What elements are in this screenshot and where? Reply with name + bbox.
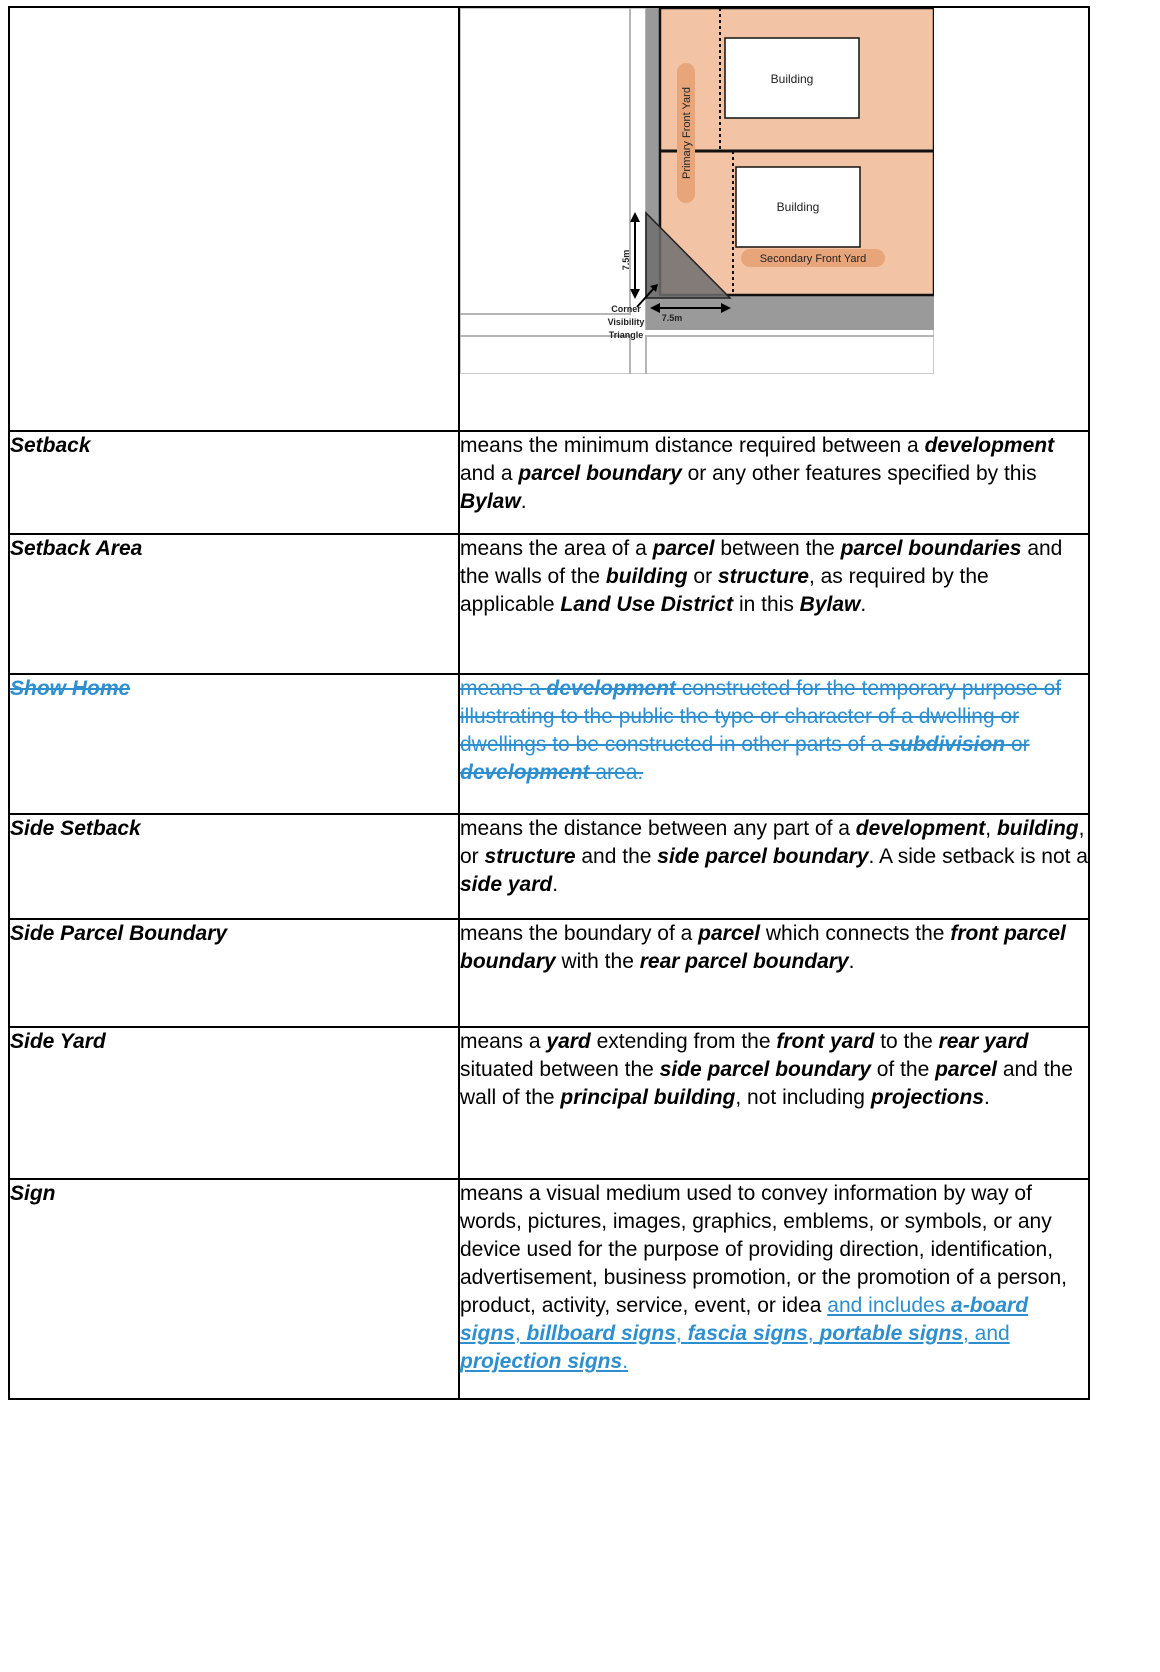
definition-row — [9, 919, 1089, 1027]
defined-term-ref: parcel boundary — [518, 462, 682, 485]
building-1-label: Building — [770, 72, 814, 86]
definitions-table — [8, 6, 1090, 1400]
definition-text: and includes — [827, 1294, 952, 1317]
defined-term-ref: side yard — [460, 873, 553, 896]
defined-term-ref: development — [460, 761, 590, 784]
definition-text: situated between the — [460, 1058, 660, 1081]
defined-term-ref: building — [605, 565, 688, 588]
definition-text: and the walls of the — [460, 537, 1063, 588]
defined-term-ref: principal building — [560, 1086, 736, 1109]
definition-text: or any other features specified by this — [681, 462, 1037, 485]
empty-term-cell — [9, 7, 459, 431]
definition-text: to the — [874, 1030, 939, 1053]
defined-term-ref: rear parcel boundary — [639, 950, 849, 973]
triangle-label-triangle: Triangle — [608, 330, 644, 340]
term-cell: Setback — [9, 431, 459, 534]
term-cell: Sign — [9, 1179, 459, 1399]
term-cell: Side Yard — [9, 1027, 459, 1179]
defined-term-ref: parcel — [935, 1058, 997, 1081]
primary-front-yard-label: Primary Front Yard — [681, 87, 693, 179]
definition-text: in this — [733, 593, 800, 616]
definition-text: . — [520, 490, 527, 513]
defined-term-ref: building — [996, 817, 1079, 840]
definition-row — [9, 431, 1089, 534]
defined-term-ref: rear yard — [938, 1030, 1029, 1053]
definition-text: means a — [460, 1030, 547, 1053]
defined-term-ref: portable signs — [819, 1322, 963, 1345]
term-cell: Setback Area — [9, 534, 459, 674]
definition-cell — [459, 1027, 1089, 1179]
definition-text: , or — [460, 817, 1085, 868]
dim-vertical-label: 7.5m — [621, 249, 631, 271]
definition-cell — [459, 534, 1089, 674]
defined-term-ref: billboard signs — [526, 1322, 676, 1345]
defined-term-ref: development — [924, 434, 1055, 457]
defined-term-ref: projections — [870, 1086, 985, 1109]
definition-text: , — [807, 1322, 820, 1345]
defined-term-ref: structure — [717, 565, 809, 588]
definition-row — [9, 1027, 1089, 1179]
definition-row — [9, 674, 1089, 814]
definition-text: or — [687, 565, 718, 588]
definition-text: . — [848, 950, 855, 973]
definition-text: . — [984, 1086, 990, 1109]
defined-term-ref: front parcel boundary — [460, 922, 1066, 973]
defined-term-ref: structure — [484, 845, 576, 868]
definition-text: , not including — [735, 1086, 871, 1109]
definition-cell — [459, 814, 1089, 919]
definition-text: extending from the — [590, 1030, 777, 1053]
definition-text: means the area of a — [460, 537, 653, 560]
definition-cell — [459, 674, 1089, 814]
defined-term-ref: a-board signs — [460, 1294, 1029, 1345]
definition-text: and a — [460, 462, 519, 485]
definition-text: which connects the — [760, 922, 951, 945]
definition-text: means a — [460, 677, 547, 700]
definition-text: with the — [555, 950, 640, 973]
triangle-label-visibility: Visibility — [607, 317, 645, 327]
defined-term-ref: development — [546, 677, 676, 700]
diagram-row — [9, 7, 1089, 431]
corner-visibility-diagram — [460, 8, 934, 374]
definition-text: . A side setback is not a — [868, 845, 1088, 868]
definition-row — [9, 814, 1089, 919]
dim-horizontal-label: 7.5m — [661, 313, 683, 323]
defined-term-ref: Land Use District — [560, 593, 734, 616]
defined-term-ref: front yard — [776, 1030, 875, 1053]
defined-term-ref: parcel — [698, 922, 761, 945]
triangle-label-corner: Corner — [611, 304, 641, 314]
definition-text: and the — [575, 845, 658, 868]
definition-cell — [459, 431, 1089, 534]
definition-cell — [459, 919, 1089, 1027]
defined-term-ref: side parcel boundary — [657, 845, 869, 868]
defined-term-ref: side parcel boundary — [659, 1058, 871, 1081]
definition-text: means the distance between any part of a — [460, 817, 856, 840]
defined-term-ref: Bylaw — [460, 490, 521, 513]
defined-term-ref: subdivision — [888, 733, 1006, 756]
definition-text: means the boundary of a — [460, 922, 699, 945]
definition-text: , as required by the applicable — [460, 565, 989, 616]
definition-text: . — [860, 593, 867, 616]
building-2-label: Building — [776, 200, 820, 214]
definition-text: , — [675, 1322, 688, 1345]
definition-text: . — [552, 873, 559, 896]
definition-text: area. — [589, 761, 644, 784]
definition-text: constructed for the temporary purpose of illustrating to the public the type or character of a dwelling or dwellings to be constructed in other parts of a — [460, 677, 1062, 756]
definition-text: . — [622, 1350, 629, 1373]
definition-row — [9, 534, 1089, 674]
defined-term-ref: parcel — [652, 537, 715, 560]
defined-term-ref: parcel boundaries — [840, 537, 1022, 560]
defined-term-ref: fascia signs — [687, 1322, 808, 1345]
definition-text: of the — [870, 1058, 936, 1081]
diagram-cell — [459, 7, 1089, 431]
definition-text: , — [514, 1322, 527, 1345]
term-cell: Side Setback — [9, 814, 459, 919]
definition-text: between the — [714, 537, 841, 560]
definition-row — [9, 1179, 1089, 1399]
definition-text: , and — [963, 1322, 1010, 1345]
defined-term-ref: development — [855, 817, 986, 840]
definition-text: , — [985, 817, 997, 840]
defined-term-ref: yard — [546, 1030, 591, 1053]
definition-cell — [459, 1179, 1089, 1399]
secondary-front-yard-label: Secondary Front Yard — [759, 253, 867, 265]
definition-text: or — [1005, 733, 1030, 756]
defined-term-ref: Bylaw — [799, 593, 861, 616]
term-cell: Show Home — [9, 674, 459, 814]
definition-text: means the minimum distance required between a — [460, 434, 925, 457]
definition-text: and the wall of the — [460, 1058, 1073, 1109]
defined-term-ref: projection signs — [460, 1350, 623, 1373]
term-cell: Side Parcel Boundary — [9, 919, 459, 1027]
definition-text: means a visual medium used to convey information by way of words, pictures, images, graphics, emblems, or symbols, or any device used for the purpose of providing direction, identification, advertisement, business promotion, or the promotion of a person, product, activity, service, event, or idea — [460, 1182, 1067, 1317]
